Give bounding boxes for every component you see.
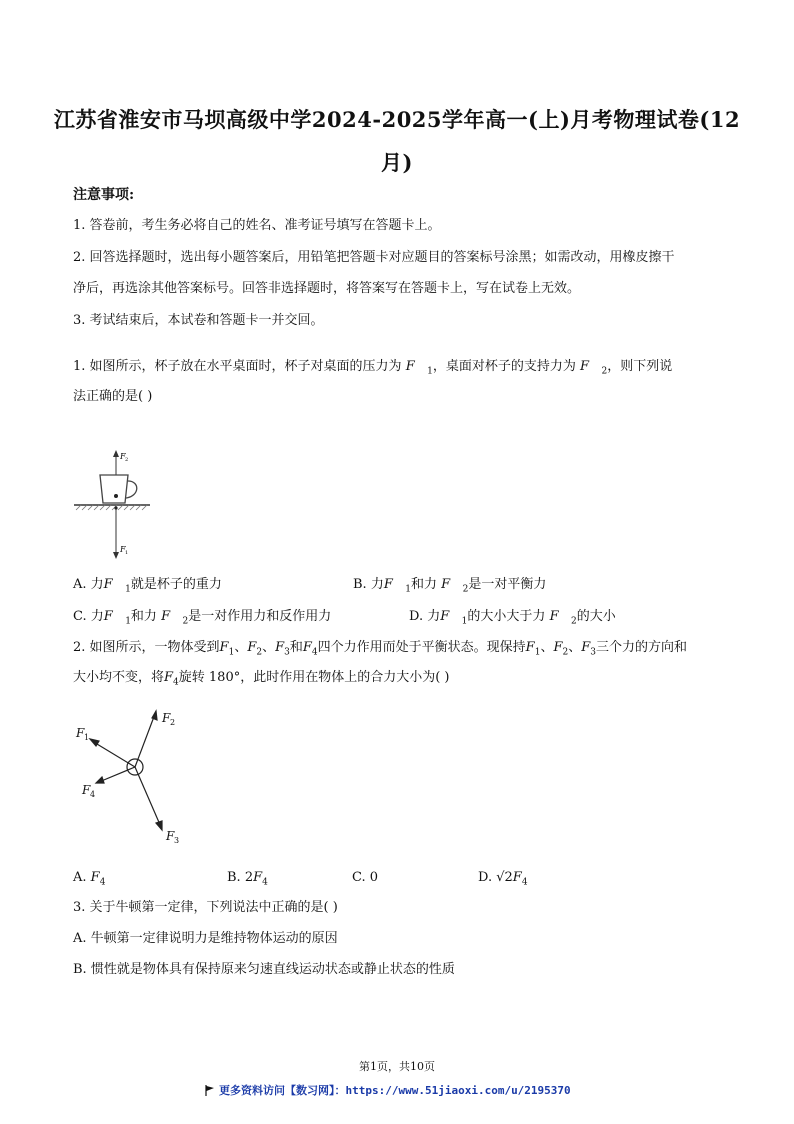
page-title-line2: 月) xyxy=(381,150,413,175)
q2-option-a[interactable]: A. $F_4$ xyxy=(73,870,106,888)
q3-option-a[interactable]: A. 牛顿第一定律说明力是维持物体运动的原因 xyxy=(73,931,338,946)
promo-footer[interactable] xyxy=(205,1082,571,1098)
q2-option-c[interactable]: C. 0 xyxy=(352,870,379,885)
notice-heading: 注意事项: xyxy=(73,187,135,203)
q2-forces-figure xyxy=(70,702,190,852)
svg-text:2: 2 xyxy=(125,457,129,463)
promo-link[interactable]: 更多资料访问【数习网】：https://www.51jiaoxi.com/u/2195370 xyxy=(219,1084,571,1097)
page-title-line1: 江苏省淮安市马坝高级中学2024-2025学年高一(上)月考物理试卷(12 xyxy=(53,107,741,132)
q1-stem-line2: 法正确的是( ) xyxy=(73,389,153,404)
q2-stem-line1: 2. 如图所示，一物体受到$F_1$、$F_2$、$F_3$和$F_4$四个力作用而处于平衡状态。现保持$F_1$、$F_2$、$F_3$三个力的方向和 xyxy=(73,640,688,658)
q1-option-d[interactable]: D. 力F $_1$的大小大于力 F $_2$的大小 xyxy=(409,609,616,627)
svg-text:3: 3 xyxy=(174,836,180,845)
notice-item-2-cont: 净后，再选涂其他答案标号。回答非选择题时，将答案写在答题卡上，写在试卷上无效。 xyxy=(73,281,581,296)
f4-vector xyxy=(99,767,135,782)
f2-label: F xyxy=(120,452,126,461)
q1-option-b[interactable]: B. 力F $_1$和力 F $_2$是一对平衡力 xyxy=(353,577,547,595)
svg-text:1: 1 xyxy=(125,550,129,556)
q2-option-d[interactable]: D. $√2F_4$ xyxy=(478,870,528,888)
svg-text:2: 2 xyxy=(170,718,176,727)
f4-label: F xyxy=(82,783,91,797)
f3-label: F xyxy=(166,829,175,843)
svg-text:1: 1 xyxy=(84,733,90,742)
flag-icon xyxy=(205,1085,215,1096)
notice-item-3: 3. 考试结束后，本试卷和答题卡一并交回。 xyxy=(73,313,324,328)
q3-stem: 3. 关于牛顿第一定律，下列说法中正确的是( ) xyxy=(73,900,338,915)
q1-cup-figure xyxy=(72,448,152,560)
notice-item-2: 2. 回答选择题时，选出每小题答案后，用铅笔把答题卡对应题目的答案标号涂黑；如需改动，用橡皮擦干 xyxy=(73,250,675,265)
f1-label: F xyxy=(120,545,126,554)
svg-text:4: 4 xyxy=(90,790,96,799)
notice-item-1: 1. 答卷前，考生务必将自己的姓名、准考证号填写在答题卡上。 xyxy=(73,218,441,233)
q1-stem-line1: 1. 如图所示，杯子放在水平桌面时，杯子对桌面的压力为 F $_1$，桌面对杯子的支持力为 F $_2$，则下列说 xyxy=(73,359,673,377)
page-number: 第1页，共10页 xyxy=(359,1060,435,1073)
q3-option-b[interactable]: B. 惯性就是物体具有保持原来匀速直线运动状态或静止状态的性质 xyxy=(73,962,455,977)
q1-option-a[interactable]: A. 力F $_1$就是杯子的重力 xyxy=(73,577,222,595)
q2-option-b[interactable]: B. $2F_4$ xyxy=(227,870,268,888)
q1-option-c[interactable]: C. 力F $_1$和力 F $_2$是一对作用力和反作用力 xyxy=(73,609,332,627)
f1-label: F xyxy=(76,726,85,740)
q2-stem-line2: 大小均不变，将$F_4$旋转 180°，此时作用在物体上的合力大小为( ) xyxy=(73,670,450,688)
cup xyxy=(100,475,128,503)
f2-label: F xyxy=(162,711,171,725)
f3-vector xyxy=(135,767,161,827)
